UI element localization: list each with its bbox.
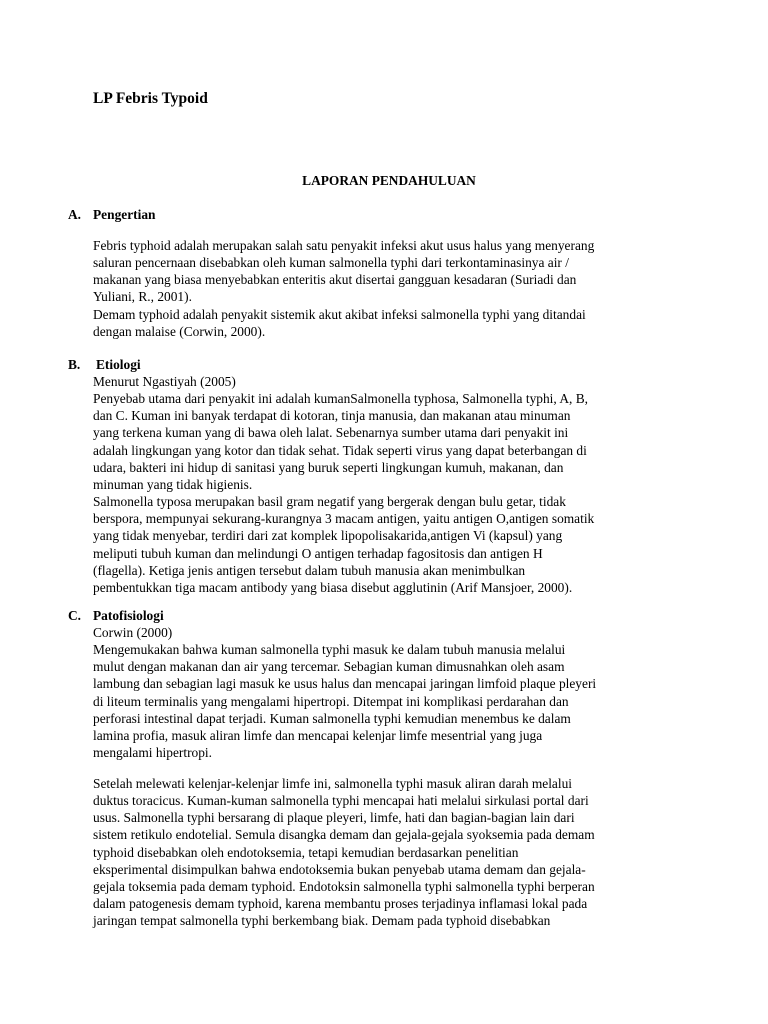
text-line: pembentukkan tiga macam antibody yang biasa disebut agglutinin (Arif Mansjoer, 2000). [93,579,573,595]
section-title: Pengertian [93,207,156,222]
section-heading-pengertian [68,206,155,223]
text-line: minuman yang tidak higienis. [93,476,253,492]
section-letter: C. [68,608,82,623]
text-line: yang tidak menyebar, terdiri dari zat komplek lipopolisakarida,antigen Vi (kapsul) yang [93,528,563,544]
section-heading-patofisiologi [68,607,164,624]
text-line: dan C. Kuman ini banyak terdapat di kotoran, tinja manusia, dan makanan atau minuman [93,408,571,424]
text-line: meliputi tubuh kuman dan melindungi O antigen terhadap fagositosis dan antigen H [93,545,543,561]
text-line: perforasi intestinal dapat terjadi. Kuman salmonella typhi kemudian menembus ke dalam [93,710,571,726]
section-letter: A. [68,207,82,222]
paragraph-patofisiologi-2 [93,775,693,929]
text-line: saluran pencernaan disebabkan oleh kuman salmonella typhi dari terkontaminasinya air / [93,255,569,271]
report-heading: LAPORAN PENDAHULUAN [302,173,476,188]
text-line: Demam typhoid adalah penyakit sistemik akut akibat infeksi salmonella typhi yang ditandai [93,306,586,322]
text-line: Yuliani, R., 2001). [93,289,192,305]
text-line: udara, bakteri ini hidup di sanitasi yang buruk seperti lingkungan kumuh, makanan, dan [93,459,564,475]
text-line: sistem retikulo endotelial. Semula disangka demam dan gejala-gejala syoksemia pada demam [93,827,595,843]
text-line: eksperimental disimpulkan bahwa endotoksemia bukan penyebab utama demam dan gejala- [93,861,586,877]
text-line: Penyebab utama dari penyakit ini adalah kumanSalmonella typhosa, Salmonella typhi, A, B, [93,391,588,407]
text-line: Salmonella typosa merupakan basil gram negatif yang bergerak dengan bulu getar, tidak [93,494,566,510]
text-line: Menurut Ngastiyah (2005) [93,374,236,389]
paragraph-patofisiologi-1 [93,624,693,761]
text-line: Corwin (2000) [93,625,173,640]
text-line: lambung dan sebagian lagi masuk ke usus halus dan mencapai jaringan limfoid plaque pleyeri [93,676,597,692]
text-line: mulut dengan makanan dan air yang tercemar. Sebagian kuman dimusnahkan oleh asam [93,659,565,675]
text-line: di liteum terminalis yang mengalami hipertropi. Ditempat ini komplikasi perdarahan dan [93,693,569,709]
text-line: dengan malaise (Corwin, 2000). [93,323,266,339]
text-line: lamina profia, masuk aliran limfe dan mencapai kelenjar limfe mesentrial yang juga [93,727,543,743]
text-line: typhoid disebabkan oleh endotoksemia, tetapi kemudian berdasarkan penelitian [93,844,519,860]
text-line: mengalami hipertropi. [93,745,212,761]
text-line: usus. Salmonella typhi bersarang di plaque pleyeri, limfe, hati dan bagian-bagian lain dari [93,810,575,826]
document-title: LP Febris Typoid [93,90,208,107]
section-title: Patofisiologi [93,608,164,623]
text-line: adalah lingkungan yang kotor dan tidak sehat. Tidak seperti virus yang dapat beterbangan di [93,442,587,458]
section-letter: B. [68,357,81,372]
text-line: makanan yang biasa menyebabkan enteritis akut disertai gangguan kesadaran (Suriadi dan [93,272,577,288]
text-line: Mengemukakan bahwa kuman salmonella typhi masuk ke dalam tubuh manusia melalui [93,642,566,658]
text-line: yang terkena kuman yang di bawa oleh lalat. Sebenarnya sumber utama dari penyakit ini [93,425,569,441]
text-line: gejala toksemia pada demam typhoid. Endotoksin salmonella typhi salmonella typhi berperan [93,878,595,894]
text-line: jaringan tempat salmonella typhi berkembang biak. Demam pada typhoid disebabkan [93,913,551,929]
section-heading-etiologi [68,356,141,373]
text-line: Febris typhoid adalah merupakan salah satu penyakit infeksi akut usus halus yang menyerang [93,238,595,253]
text-line: duktus toracicus. Kuman-kuman salmonella typhi mencapai hati melalui sirkulasi portal dari [93,793,589,809]
paragraph-etiologi [93,373,693,596]
text-line: Setelah melewati kelenjar-kelenjar limfe ini, salmonella typhi masuk aliran darah melalui [93,776,573,791]
text-line: berspora, mempunyai sekurang-kurangnya 3 macam antigen, yaitu antigen O,antigen somatik [93,511,595,527]
text-line: dalam patogenesis demam typhoid, karena membantu proses terjadinya inflamasi lokal pada [93,896,588,912]
text-line: (flagella). Ketiga jenis antigen tersebut dalam tubuh manusia akan menimbulkan [93,562,526,578]
section-title: Etiologi [96,357,141,372]
paragraph-pengertian [93,237,693,340]
